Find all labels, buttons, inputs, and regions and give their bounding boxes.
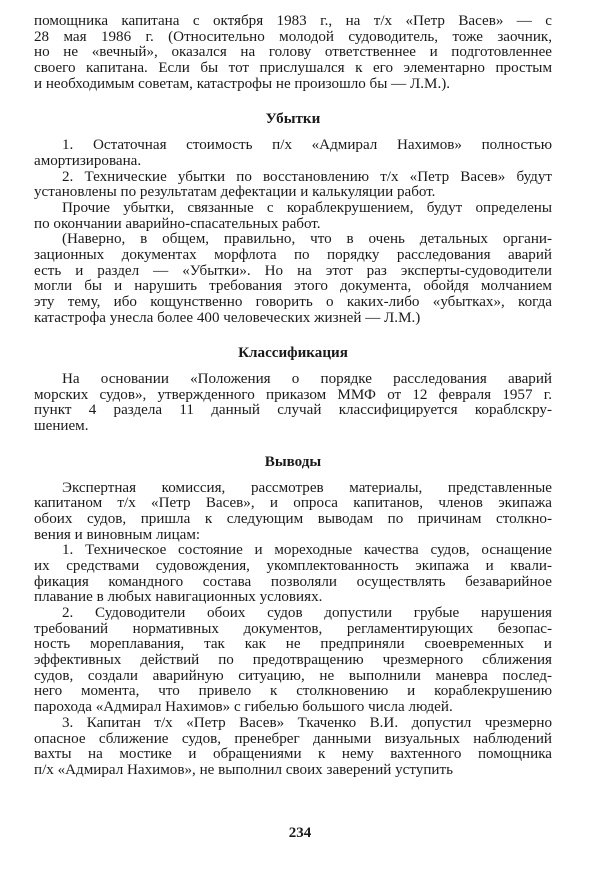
text-line: 1. Остаточная стоимость п/х «Адмирал Нахимов» полностью <box>62 137 552 154</box>
text-line: зационных документах морфлота по порядку расследования аварий <box>34 246 552 263</box>
paragraph <box>34 138 552 169</box>
text-line: и необходимым советам, катастрофы не произошло бы — Л.М.). <box>34 75 451 92</box>
text-line: 2. Технические убытки по восстановлению т/х «Петр Васев» будут <box>62 168 552 185</box>
heading-spacer <box>34 471 552 481</box>
section-spacer <box>34 92 552 112</box>
text-line: опасное сближение судов, пренебрег данными визуальных наблюдений <box>34 730 552 747</box>
text-line: шением. <box>34 418 89 435</box>
text-line: амортизирована. <box>34 152 142 169</box>
paragraph <box>34 201 552 232</box>
intro-paragraph <box>34 14 552 92</box>
text-line: капитаном т/х «Петр Васев», и опроса капитанов, членов экипажа <box>34 495 552 512</box>
text-line: но не «вечный», оказался на голову ответственнее и подготовленнее <box>34 44 552 61</box>
text-line: вения и виновным лицам: <box>34 526 201 543</box>
text-line: п/х «Адмирал Нахимов», не выполнил своих заверений уступить <box>34 761 453 778</box>
text-line: требований нормативных документов, регламентирующих безопас- <box>34 620 552 637</box>
text-line: него момента, что привело к столкновению и кораблекрушению <box>34 683 552 700</box>
sections-container <box>34 92 552 778</box>
paragraph <box>34 543 552 606</box>
text-line: 1. Техническое состояние и мореходные качества судов, оснащение <box>62 542 552 559</box>
text-line: 28 мая 1986 г. (Относительно молодой судоводитель, тоже заочник, <box>34 28 552 45</box>
page-number: 234 <box>288 825 312 841</box>
paragraph <box>34 606 552 716</box>
text-line: катастрофа унесла более 400 человеческих жизней — Л.М.) <box>34 309 421 326</box>
text-line: плавание в любых навигационных условиях. <box>34 589 323 606</box>
text-line: могли бы и нарушить требования этого документа, обойдя молчанием <box>34 278 552 295</box>
text-line: фикация командного состава позволяли осуществлять безаварийное <box>34 573 552 590</box>
section-spacer <box>34 435 552 455</box>
text-line: парохода «Адмирал Нахимов» с гибелью большого числа людей. <box>34 699 453 716</box>
section-spacer <box>34 326 552 346</box>
text-line: обоих судов, пришла к следующим выводам по причинам столкно- <box>34 510 552 527</box>
paragraph <box>34 170 552 201</box>
text-line: эту тему, ибо кощунственно говорить о каких-либо «убытках», когда <box>34 294 552 310</box>
text-line: их средствами судовождения, укомплектованность экипажа и квали- <box>34 557 552 574</box>
paragraph <box>34 481 552 544</box>
text-line: 3. Капитан т/х «Петр Васев» Ткаченко В.И. допустил чрезмерно <box>62 714 552 731</box>
text-line: (Наверно, в общем, правильно, что в очень детальных органи- <box>62 231 552 248</box>
text-line: эффективных действий по предотвращению чрезмерного сближения <box>34 652 552 669</box>
text-line: помощника капитана с октября 1983 г., на т/х «Петр Васев» — с <box>34 13 552 29</box>
section-heading: Классификация <box>238 345 348 362</box>
text-line: своего капитана. Если бы тот прислушался к его элементарно простым <box>34 60 552 77</box>
text-line: судов, создали аварийную ситуацию, не выполнили маневра послед- <box>34 667 552 684</box>
paragraph <box>34 232 552 326</box>
text-line: На основании «Положения о порядке расследования аварий <box>62 371 552 388</box>
text-line: морских судов», утвержденного приказом ММФ от 12 февраля 1957 г. <box>34 386 552 403</box>
text-line: пункт 4 раздела 11 данный случай классифицируется кораблскру- <box>34 402 552 419</box>
text-line: установлены по результатам дефектации и калькуляции работ. <box>34 184 436 201</box>
paragraph <box>34 372 552 435</box>
section-heading: Выводы <box>264 453 322 470</box>
text-line: по окончании аварийно-спасательных работ. <box>34 215 321 232</box>
text-line: Экспертная комиссия, рассмотрев материалы, представленные <box>62 479 552 496</box>
paragraph <box>34 716 552 779</box>
section-heading: Убытки <box>265 111 321 128</box>
text-line: Прочие убытки, связанные с кораблекрушением, будут определены <box>62 199 552 216</box>
text-line: ность мореплавания, так как не предприняли своевременных и <box>34 636 552 653</box>
text-line: вахты на мостике и обращениями к нему вахтенного помощника <box>34 746 552 763</box>
text-line: есть и раздел — «Убытки». Но на этот раз эксперты-судоводители <box>34 262 552 279</box>
text-line: 2. Судоводители обоих судов допустили грубые нарушения <box>62 605 552 621</box>
